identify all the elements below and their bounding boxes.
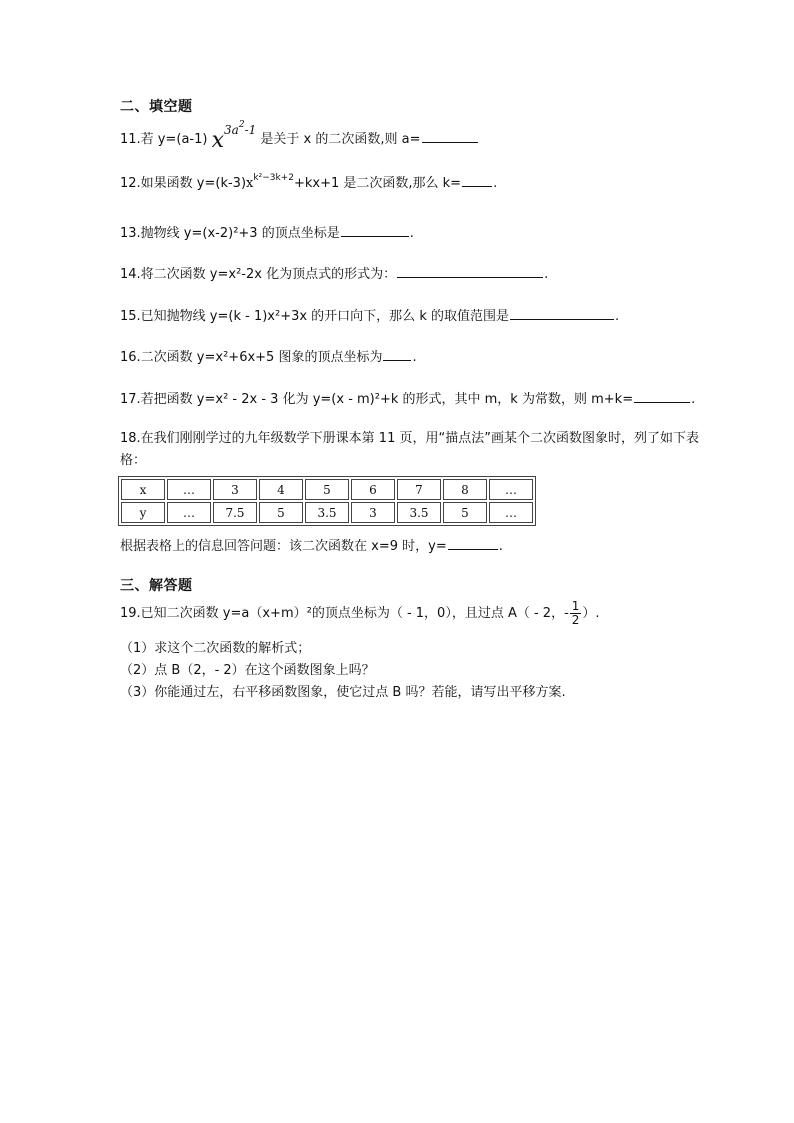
section-heading-fill-in: 二、填空题 [120, 99, 193, 115]
table-cell: 5 [259, 502, 303, 523]
q16-end: . [412, 350, 417, 365]
question-11 [120, 120, 479, 153]
q12-exponent: k²−3k+2 [253, 173, 294, 183]
table-row-x [121, 479, 533, 500]
question-16 [120, 346, 417, 365]
q11-base: x [211, 128, 225, 153]
table-cell: … [167, 502, 211, 523]
table-cell: y [121, 502, 165, 523]
q14-text: 14.将二次函数 y=x²-2x 化为顶点式的形式为： [120, 267, 397, 282]
table-cell: 4 [259, 479, 303, 500]
q12-answer-blank[interactable] [462, 174, 492, 187]
q13-end: . [409, 226, 414, 241]
q19-fraction [570, 600, 582, 627]
q17-end: . [691, 392, 696, 407]
table-cell: 5 [443, 502, 487, 523]
q16-answer-blank[interactable] [383, 348, 411, 361]
q12-prefix: 12.如果函数 y=(k-3) [120, 176, 247, 191]
question-18-followup [120, 535, 503, 554]
q19-end: ）. [582, 606, 600, 621]
q13-answer-blank[interactable] [341, 224, 409, 237]
table-cell: 3.5 [305, 502, 349, 523]
q14-end: . [544, 267, 549, 282]
q11-exponent [224, 120, 257, 137]
q11-answer-blank[interactable] [422, 130, 478, 143]
table-cell: 7.5 [213, 502, 257, 523]
table-row-y [121, 502, 533, 523]
q11-exp-a: 3a [224, 123, 239, 137]
q19-frac-numerator: 1 [571, 599, 580, 613]
q12-base: x [246, 176, 254, 191]
q19-text: 19.已知二次函数 y=a（x+m）²的顶点坐标为（ - 1，0），且过点 A（ - 2，- [120, 606, 569, 621]
table-cell: 3 [213, 479, 257, 500]
table-cell: 6 [351, 479, 395, 500]
q12-end: . [493, 176, 498, 191]
table-cell: … [489, 502, 533, 523]
q13-text: 13.抛物线 y=(x-2)²+3 的顶点坐标是 [120, 226, 340, 241]
table-cell: … [167, 479, 211, 500]
q11-exp-sq: 2 [238, 120, 245, 130]
table-cell: 8 [443, 479, 487, 500]
q15-answer-blank[interactable] [510, 307, 614, 320]
q12-suffix: +kx+1 是二次函数,那么 k= [293, 176, 462, 191]
q17-answer-blank[interactable] [634, 390, 690, 403]
q18-after-text: 根据表格上的信息回答问题：该二次函数在 x=9 时，y= [120, 539, 447, 554]
table-cell: 3 [351, 502, 395, 523]
table-cell: x [121, 479, 165, 500]
question-12 [120, 172, 497, 191]
q19-part-3: （3）你能通过左，右平移函数图象，使它过点 B 吗？若能，请写出平移方案. [120, 685, 566, 700]
q11-suffix: 是关于 x 的二次函数,则 a= [260, 132, 421, 147]
q15-text: 15.已知抛物线 y=(k - 1)x²+3x 的开口向下，那么 k 的取值范围是 [120, 309, 509, 324]
question-19 [120, 600, 600, 627]
section-heading-solve: 三、解答题 [120, 578, 193, 594]
question-18: 18.在我们刚刚学过的九年级数学下册课本第 11 页，用“描点法”画某个二次函数图象时，列了如下表格： [120, 431, 699, 468]
q19-part-1: （1）求这个二次函数的解析式； [120, 641, 311, 656]
question-17 [120, 388, 695, 407]
q18-end: . [498, 539, 503, 554]
table-cell: 7 [397, 479, 441, 500]
question-15 [120, 305, 619, 324]
q16-text: 16.二次函数 y=x²+6x+5 图象的顶点坐标为 [120, 350, 383, 365]
table-cell: 5 [305, 479, 349, 500]
question-14 [120, 263, 548, 282]
table-cell: … [489, 479, 533, 500]
q17-text: 17.若把函数 y=x² - 2x - 3 化为 y=(x - m)²+k 的形式，其中 m，k 为常数，则 m+k= [120, 392, 634, 407]
q19-part-2: （2）点 B（2，- 2）在这个函数图象上吗？ [120, 663, 375, 678]
table-cell: 3.5 [397, 502, 441, 523]
value-table [118, 476, 536, 526]
q15-end: . [614, 309, 620, 324]
q19-frac-denominator: 2 [571, 613, 580, 627]
q14-answer-blank[interactable] [397, 265, 543, 278]
q18-answer-blank[interactable] [448, 537, 498, 550]
q11-exp-minus: -1 [244, 123, 257, 137]
q11-prefix: 11.若 y=(a-1) [120, 132, 208, 147]
question-13 [120, 222, 414, 241]
